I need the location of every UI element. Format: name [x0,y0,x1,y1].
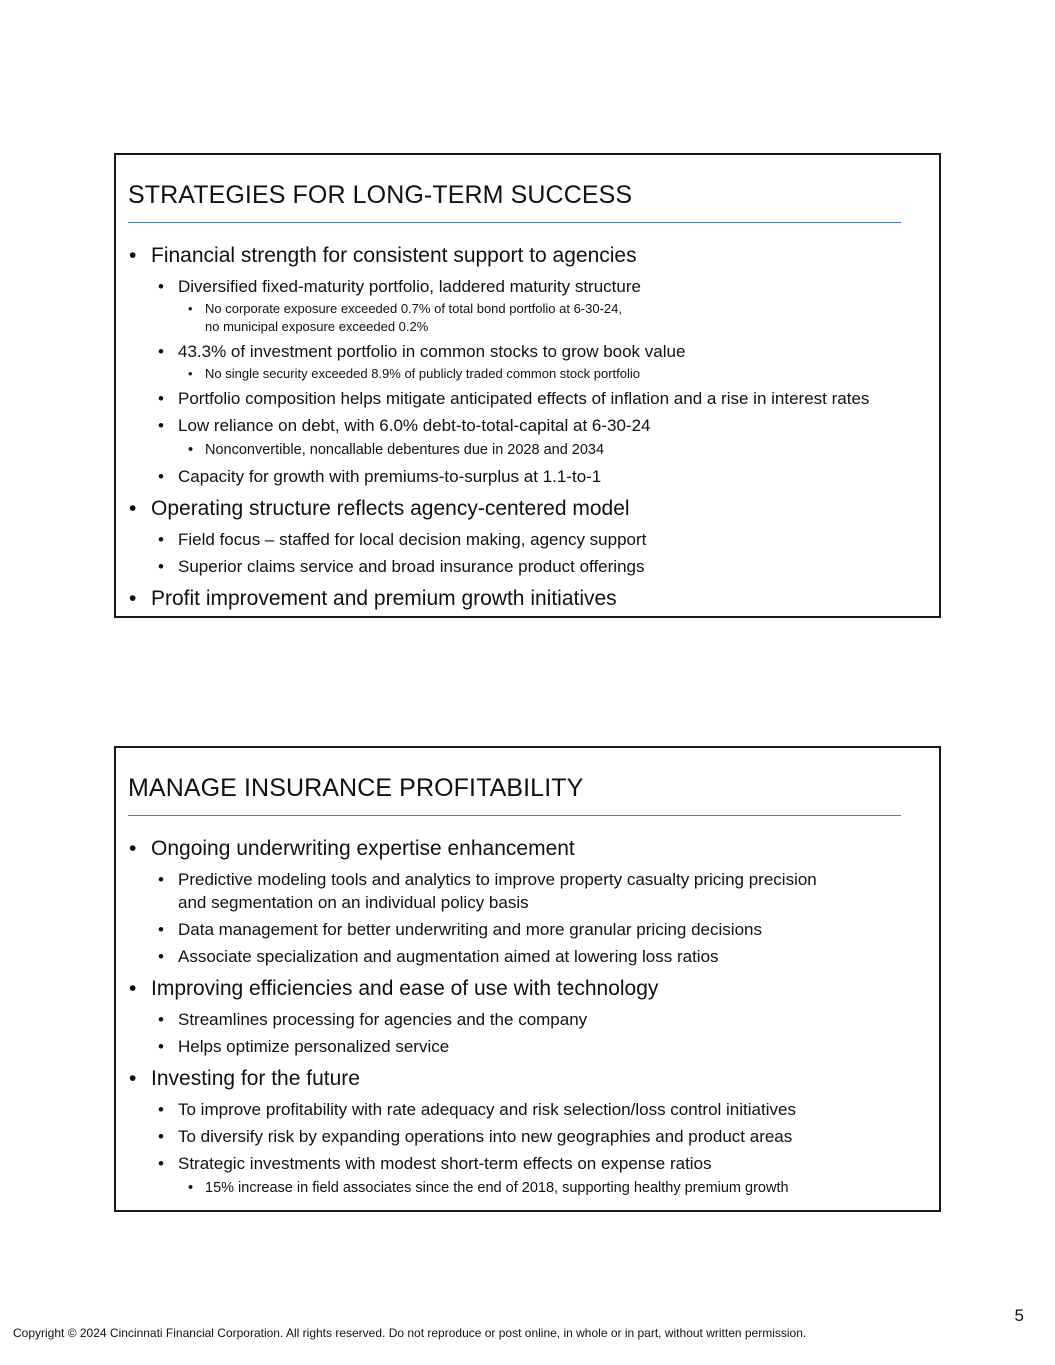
bullet-text: Associate specialization and augmentation aimed at lowering loss ratios [178,947,719,966]
bullet-level-2 [116,1125,939,1148]
bullet-text: 43.3% of investment portfolio in common stocks to grow book value [178,342,686,361]
bullet-level-2 [116,1098,939,1121]
bullet-text: Portfolio composition helps mitigate anticipated effects of inflation and a rise in interest rates [178,389,870,408]
bullet-level-3 [116,1177,939,1199]
bullet-text: Field focus – staffed for local decision making, agency support [178,530,647,549]
bullet-text: No single security exceeded 8.9% of publicly traded common stock portfolio [205,366,640,381]
bullet-text: Predictive modeling tools and analytics to improve property casualty pricing precision [178,870,817,889]
title-divider [128,815,901,816]
title-divider [128,222,901,223]
bullet-level-2 [116,868,939,914]
bullet-text: Low reliance on debt, with 6.0% debt-to-total-capital at 6-30-24 [178,416,651,435]
slide-profitability [114,746,941,1212]
bullet-level-1 [116,1064,939,1094]
slide-strategies [114,153,941,618]
bullet-text: Helps optimize personalized service [178,1037,450,1056]
bullet-text: Operating structure reflects agency-centered model [151,497,630,520]
bullet-level-2 [116,465,939,488]
bullet-text: Diversified fixed-maturity portfolio, laddered maturity structure [178,277,641,296]
bullet-level-2 [116,414,939,437]
slide-title: STRATEGIES FOR LONG-TERM SUCCESS [128,181,633,209]
bullet-list [116,241,939,614]
bullet-level-2 [116,528,939,551]
bullet-text: Improving efficiencies and ease of use with technology [151,977,659,1000]
bullet-level-1 [116,494,939,524]
bullet-level-3 [116,439,939,461]
bullet-level-1 [116,584,939,614]
bullet-level-2 [116,918,939,941]
bullet-level-2 [116,275,939,298]
bullet-level-2 [116,945,939,968]
bullet-text: Investing for the future [151,1067,360,1090]
bullet-level-1 [116,974,939,1004]
bullet-text: Nonconvertible, noncallable debentures due in 2028 and 2034 [205,442,605,458]
copyright-notice: Copyright © 2024 Cincinnati Financial Corporation. All rights reserved. Do not reproduce or post online, in whole or in part, without written permission. [13,1326,807,1340]
page-number: 5 [1014,1306,1024,1325]
bullet-text: Data management for better underwriting and more granular pricing decisions [178,920,762,939]
bullet-text: Superior claims service and broad insurance product offerings [178,557,645,576]
bullet-text: Strategic investments with modest short-term effects on expense ratios [178,1154,712,1173]
bullet-text: Profit improvement and premium growth initiatives [151,587,617,610]
bullet-level-2 [116,1035,939,1058]
bullet-text-continuation: and segmentation on an individual policy basis [178,893,529,912]
bullet-text: Ongoing underwriting expertise enhancement [151,837,575,860]
bullet-text: Financial strength for consistent support to agencies [151,244,637,267]
bullet-text: No corporate exposure exceeded 0.7% of total bond portfolio at 6-30-24, [205,301,622,316]
bullet-level-2 [116,340,939,363]
bullet-text: To improve profitability with rate adequacy and risk selection/loss control initiatives [178,1100,796,1119]
bullet-level-2 [116,387,939,410]
bullet-text: To diversify risk by expanding operations into new geographies and product areas [178,1127,793,1146]
bullet-text: Streamlines processing for agencies and the company [178,1010,588,1029]
bullet-level-3 [116,300,939,336]
slide-title: MANAGE INSURANCE PROFITABILITY [128,774,584,802]
bullet-level-2 [116,555,939,578]
bullet-text-continuation: no municipal exposure exceeded 0.2% [205,319,429,334]
bullet-text: Capacity for growth with premiums-to-surplus at 1.1-to-1 [178,467,602,486]
bullet-level-2 [116,1008,939,1031]
bullet-level-3 [116,365,939,383]
bullet-text: 15% increase in field associates since the end of 2018, supporting healthy premium growth [205,1180,789,1196]
bullet-level-1 [116,834,939,864]
bullet-level-2 [116,1152,939,1175]
bullet-level-1 [116,241,939,271]
bullet-list [116,834,939,1199]
